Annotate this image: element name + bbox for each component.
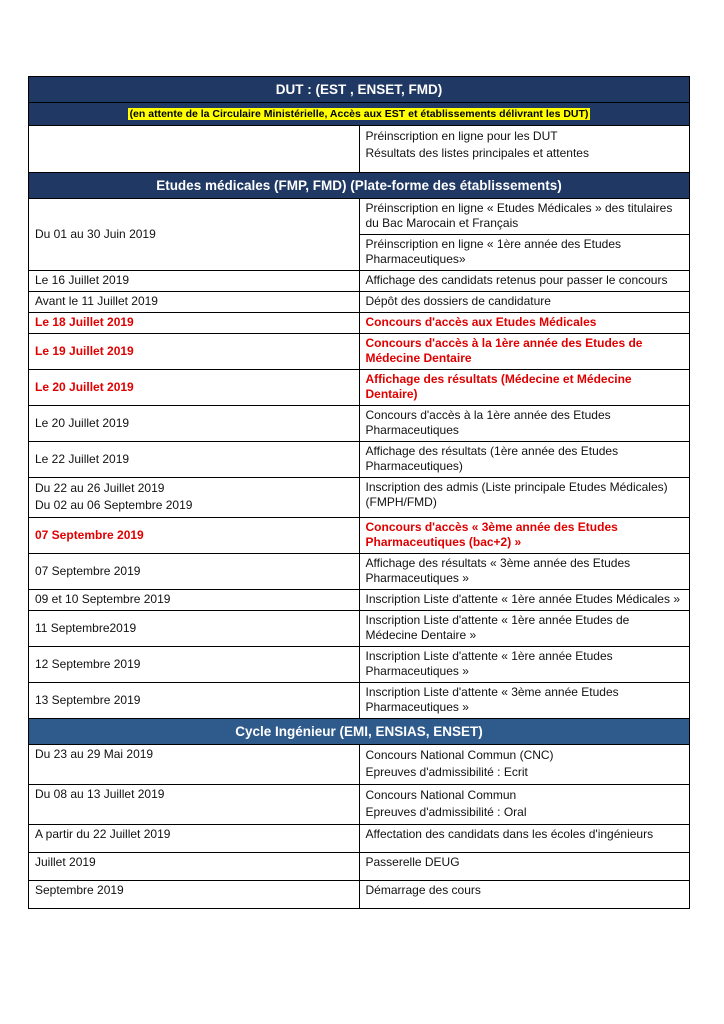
date-cell: 13 Septembre 2019 — [29, 683, 360, 719]
date-cell: 11 Septembre2019 — [29, 611, 360, 647]
event-cell: Dépôt des dossiers de candidature — [359, 292, 690, 313]
date-cell: Avant le 11 Juillet 2019 — [29, 292, 360, 313]
table-row — [29, 271, 690, 292]
schedule-table — [28, 76, 690, 909]
table-row — [29, 881, 690, 909]
date-cell: Le 20 Juillet 2019 — [29, 406, 360, 442]
date-cell: 07 Septembre 2019 — [29, 518, 360, 554]
date-cell: 07 Septembre 2019 — [29, 554, 360, 590]
engineering-title: Cycle Ingénieur (EMI, ENSIAS, ENSET) — [29, 719, 690, 745]
medical-title: Etudes médicales (FMP, FMD) (Plate-forme des établissements) — [29, 173, 690, 199]
event-line: Epreuves d'admissibilité : Ecrit — [365, 765, 528, 779]
date-cell: Du 08 au 13 Juillet 2019 — [29, 785, 360, 825]
table-row — [29, 126, 690, 173]
dut-title: DUT : (EST , ENSET, FMD) — [29, 77, 690, 103]
date-cell — [29, 478, 360, 518]
date-cell: Le 22 Juillet 2019 — [29, 442, 360, 478]
event-cell: Inscription Liste d'attente « 1ère année Etudes Pharmaceutiques » — [359, 647, 690, 683]
event-line: Epreuves d'admissibilité : Oral — [365, 805, 527, 819]
table-row — [29, 590, 690, 611]
date-cell: 09 et 10 Septembre 2019 — [29, 590, 360, 611]
table-row — [29, 853, 690, 881]
date-line: Du 22 au 26 Juillet 2019 — [35, 481, 165, 495]
table-row — [29, 478, 690, 518]
table-row — [29, 199, 690, 271]
event-cell: Inscription Liste d'attente « 1ère année Etudes de Médecine Dentaire » — [359, 611, 690, 647]
event-cell: Démarrage des cours — [359, 881, 690, 909]
event-cell: Affichage des résultats « 3ème année des Etudes Pharmaceutiques » — [359, 554, 690, 590]
dut-note: (en attente de la Circulaire Ministérielle, Accès aux EST et établissements délivrant les DUT) — [129, 108, 589, 120]
event-line: Concours National Commun — [365, 788, 517, 802]
spacer — [366, 162, 684, 169]
date-cell: Le 19 Juillet 2019 — [29, 334, 360, 370]
table-row — [29, 785, 690, 825]
event-cell: Concours d'accès « 3ème année des Etudes Pharmaceutiques (bac+2) » — [359, 518, 690, 554]
medical-section-header — [29, 173, 690, 199]
table-row — [29, 611, 690, 647]
table-row — [29, 825, 690, 853]
table-row — [29, 370, 690, 406]
event-cell: Inscription des admis (Liste principale Etudes Médicales) (FMPH/FMD) — [359, 478, 690, 518]
table-row — [29, 292, 690, 313]
event-cell: Affichage des résultats (1ère année des Etudes Pharmaceutiques) — [359, 442, 690, 478]
event-cell — [359, 199, 690, 271]
date-cell — [29, 126, 360, 173]
date-cell: Le 20 Juillet 2019 — [29, 370, 360, 406]
table-row — [29, 745, 690, 785]
event-cell: Affectation des candidats dans les écoles d'ingénieurs — [359, 825, 690, 853]
event-cell — [359, 785, 690, 825]
table-row — [29, 442, 690, 478]
event-cell: Inscription Liste d'attente « 1ère année Etudes Médicales » — [359, 590, 690, 611]
event-cell: Concours d'accès à la 1ère année des Etudes Pharmaceutiques — [359, 406, 690, 442]
event-cell: Affichage des résultats (Médecine et Médecine Dentaire) — [359, 370, 690, 406]
date-cell: 12 Septembre 2019 — [29, 647, 360, 683]
event-line: Préinscription en ligne « Etudes Médicales » des titulaires du Bac Marocain et Français — [365, 201, 673, 230]
event-cell: Concours d'accès aux Etudes Médicales — [359, 313, 690, 334]
table-row — [29, 406, 690, 442]
table-row — [29, 554, 690, 590]
date-cell: Du 01 au 30 Juin 2019 — [29, 199, 360, 271]
table-row — [29, 683, 690, 719]
table-row — [29, 518, 690, 554]
dut-section-header — [29, 77, 690, 103]
dut-note-row — [29, 103, 690, 126]
date-line: Du 02 au 06 Septembre 2019 — [35, 498, 193, 512]
date-cell: Septembre 2019 — [29, 881, 360, 909]
date-cell: Juillet 2019 — [29, 853, 360, 881]
event-cell: Affichage des candidats retenus pour passer le concours — [359, 271, 690, 292]
table-row — [29, 647, 690, 683]
date-cell: A partir du 22 Juillet 2019 — [29, 825, 360, 853]
event-cell: Passerelle DEUG — [359, 853, 690, 881]
event-cell: Inscription Liste d'attente « 3ème année Etudes Pharmaceutiques » — [359, 683, 690, 719]
engineering-section-header — [29, 719, 690, 745]
table-row — [29, 313, 690, 334]
event-cell: Concours d'accès à la 1ère année des Etudes de Médecine Dentaire — [359, 334, 690, 370]
event-cell — [359, 745, 690, 785]
table-row — [29, 334, 690, 370]
date-cell: Du 23 au 29 Mai 2019 — [29, 745, 360, 785]
date-cell: Le 16 Juillet 2019 — [29, 271, 360, 292]
event-line: Préinscription en ligne « 1ère année des Etudes Pharmaceutiques» — [360, 234, 690, 270]
event-line: Concours National Commun (CNC) — [365, 748, 554, 762]
event-line: Résultats des listes principales et attentes — [365, 146, 589, 160]
event-cell — [359, 126, 690, 173]
event-line: Préinscription en ligne pour les DUT — [365, 129, 558, 143]
date-cell: Le 18 Juillet 2019 — [29, 313, 360, 334]
